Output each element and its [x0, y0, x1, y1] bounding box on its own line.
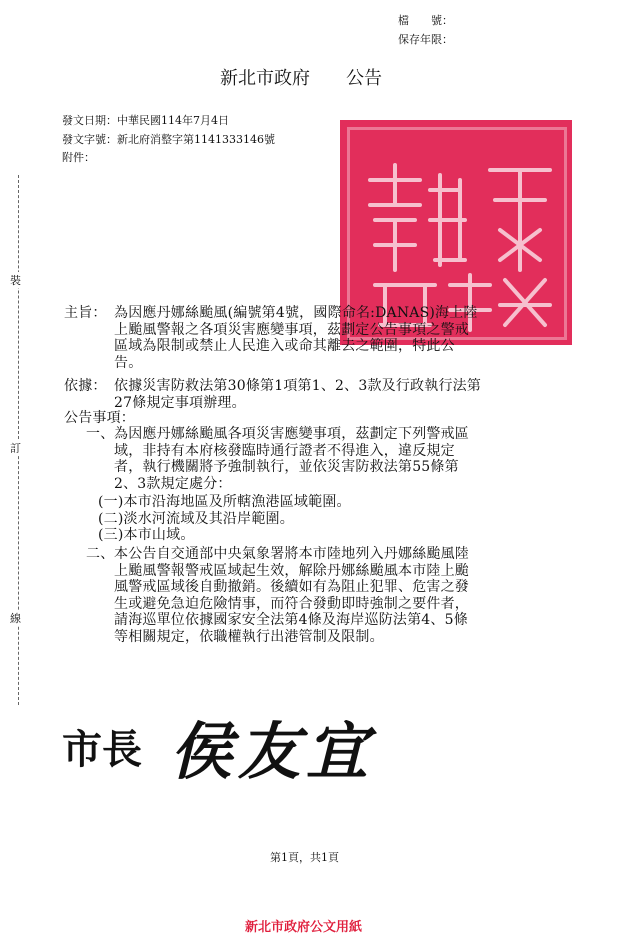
subject-line: 區域為限制或禁止人民進入或命其離去之範圍，特此公 [114, 338, 455, 355]
subject-line: 為因應丹娜絲颱風(編號第4號，國際命名:DANAS)海上陸 [114, 305, 478, 321]
footer-paper-label: 新北市政府公文用紙 [245, 920, 363, 935]
sub-item: (二)淡水河流域及其沿岸範圍。 [98, 510, 294, 527]
subject-text [114, 305, 584, 371]
signature-title: 市長 [62, 726, 142, 773]
item-2-line: 請海巡單位依據國家安全法第4條及海岸巡防法第4、5條 [114, 612, 468, 629]
items-label: 公告事項： [64, 410, 135, 426]
sub-item: (三)本市山域。 [98, 527, 195, 544]
binding-mark-bottom: 線 [10, 612, 21, 625]
subject-label: 主旨： [64, 305, 107, 321]
document-number: 發文字號：新北府消整字第1141333146號 [62, 133, 275, 146]
item-2-line: 風警戒區域後自動撤銷。後續如有為阻止犯罪、危害之發 [114, 579, 469, 596]
basis-label: 依據： [64, 378, 107, 394]
binding-margin [0, 0, 40, 939]
issue-date: 發文日期：中華民國114年7月4日 [62, 114, 229, 127]
basis-line: 27條規定事項辦理。 [114, 394, 246, 411]
basis-text [114, 378, 584, 411]
item-1-number: 一、 [86, 426, 115, 442]
item-1-line: 2、3款規定處分： [114, 475, 232, 492]
item-1-line: 者，執行機關將予強制執行，並依災害防救法第55條第 [114, 459, 459, 476]
item-2-text [114, 546, 584, 646]
item-2-line: 等相關規定，依職權執行出港管制及限制。 [114, 628, 384, 645]
item-1-line: 為因應丹娜絲颱風各項災害應變事項，茲劃定下列警戒區 [114, 426, 469, 442]
sub-items-list [98, 494, 568, 544]
item-1-text [114, 426, 584, 492]
item-2-line: 本公告自交通部中央氣象署將本市陸地列入丹娜絲颱風陸 [114, 546, 469, 562]
sub-item: (一)本市沿海地區及所轄漁港區域範圍。 [98, 494, 351, 510]
mayor-signature: 侯友宜 [170, 715, 375, 788]
subject-line: 上颱風警報之各項災害應變事項，茲劃定公告事項之警戒 [114, 321, 469, 338]
binding-mark-top: 裝 [10, 274, 21, 287]
subject-line: 告。 [114, 354, 143, 371]
item-2-line: 生或避免急迫危險情事，而符合發動即時強制之要件者， [114, 595, 469, 612]
item-1-line: 域，非持有本府核發臨時通行證者不得進入，違反規定 [114, 442, 455, 459]
page-number: 第1頁，共1頁 [270, 851, 339, 864]
document-title: 新北市政府 公告 [220, 68, 382, 89]
file-number-label: 檔 號： [398, 14, 453, 27]
basis-line: 依據災害防救法第30條第1項第1、2、3款及行政執行法第 [114, 378, 482, 394]
item-2-line: 上颱風警報警戒區域起生效，解除丹娜絲颱風本市陸上颱 [114, 562, 469, 579]
retention-period-label: 保存年限： [398, 33, 453, 46]
attachment-label: 附件： [62, 151, 95, 164]
item-2-number: 二、 [86, 546, 115, 562]
binding-mark-middle: 訂 [10, 442, 21, 455]
